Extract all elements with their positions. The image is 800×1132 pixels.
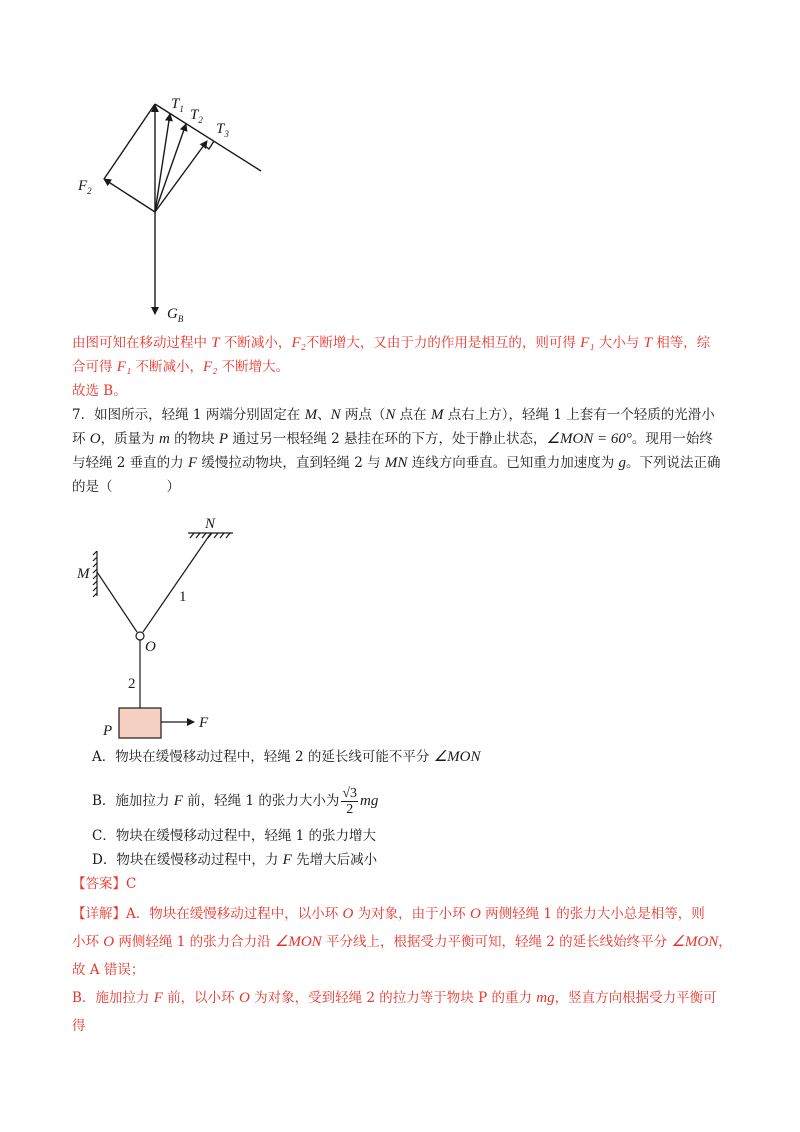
math-text: T bbox=[211, 335, 220, 351]
label-rope-1: 1 bbox=[179, 589, 187, 605]
label-t1: $T_1$ bbox=[171, 96, 184, 114]
math-text: ∠MON bbox=[671, 934, 719, 950]
t3-vector bbox=[155, 141, 207, 212]
label-t2: $T_2$ bbox=[190, 107, 203, 125]
math-text: F bbox=[282, 852, 292, 868]
fraction bbox=[341, 786, 358, 817]
label-f: F bbox=[199, 715, 209, 731]
text-segment: 。现用一始终 bbox=[631, 431, 713, 447]
label-o: O bbox=[145, 639, 156, 655]
text-line bbox=[92, 748, 481, 766]
t2-vector bbox=[155, 124, 186, 212]
text-segment: 。下列说法正确 bbox=[626, 455, 721, 471]
math-text: F bbox=[187, 455, 198, 471]
label-rope-2: 2 bbox=[128, 676, 136, 692]
math-text: O bbox=[238, 990, 250, 1006]
text-segment: ，竖直方向根据受力平衡可 bbox=[554, 990, 717, 1006]
text-line bbox=[72, 961, 144, 979]
text-segment: 平分线上，根据受力平衡可知，轻绳 2 的延长线始终平分 bbox=[321, 934, 672, 950]
label-m: M bbox=[77, 566, 90, 582]
text-segment: 的物块 bbox=[169, 431, 219, 447]
text-segment: 的是（ ） bbox=[72, 479, 180, 495]
text-segment: 点在 bbox=[395, 407, 431, 423]
text-segment: 为对象，由于小环 bbox=[353, 906, 470, 922]
text-segment: 两点（ bbox=[340, 407, 386, 423]
ring-o bbox=[136, 632, 144, 640]
text-line bbox=[72, 430, 713, 448]
text-segment: 前，轻绳 1 的张力大小为 bbox=[182, 793, 340, 809]
label-n: N bbox=[205, 516, 216, 532]
text-segment: 故选 B。 bbox=[72, 383, 127, 399]
text-segment: ， bbox=[718, 934, 732, 950]
label-f2: $F_2$ bbox=[78, 178, 92, 196]
math-text: m bbox=[158, 431, 170, 447]
math-text: P bbox=[218, 431, 229, 447]
text-segment: 、 bbox=[317, 407, 331, 423]
rope-1-right bbox=[143, 533, 211, 632]
text-segment: 7．如图所示，轻绳 1 两端分别固定在 bbox=[72, 407, 305, 423]
math-text: mg bbox=[360, 793, 379, 809]
label-gb: $G_B$ bbox=[167, 306, 184, 324]
t1b-vector bbox=[155, 114, 170, 212]
math-text: N bbox=[385, 407, 396, 423]
text-segment: 不断减小， bbox=[219, 335, 292, 351]
text-line bbox=[92, 827, 376, 845]
math-text: O bbox=[342, 906, 354, 922]
rope-1-left bbox=[97, 572, 137, 632]
text-segment: B．施加拉力 bbox=[72, 990, 154, 1006]
text-line bbox=[72, 933, 732, 951]
text-line bbox=[72, 1017, 86, 1035]
text-segment: 【答案】C bbox=[72, 876, 137, 892]
text-segment: 两侧轻绳 1 的张力大小总是相等，则 bbox=[480, 906, 705, 922]
text-line bbox=[72, 334, 710, 352]
math-text: ∠MON bbox=[274, 934, 322, 950]
text-segment: 与轻绳 2 垂直的力 bbox=[72, 455, 188, 471]
text-segment: 先增大后减小 bbox=[291, 852, 378, 868]
math-text: M bbox=[304, 407, 318, 423]
text-segment: 相等，综 bbox=[651, 335, 711, 351]
math-text: T bbox=[643, 335, 652, 351]
text-line bbox=[72, 478, 180, 496]
math-text: F bbox=[173, 793, 183, 809]
text-segment: 不断增大。 bbox=[217, 359, 290, 375]
text-segment: 不断增大，又由于力的作用是相互的，则可得 bbox=[305, 335, 581, 351]
text-segment: 故 A 错误； bbox=[72, 962, 145, 978]
f2-parallel-line bbox=[104, 104, 155, 179]
text-segment: 为对象，受到轻绳 2 的拉力等于物块 P 的重力 bbox=[249, 990, 537, 1006]
text-segment: B．施加拉力 bbox=[92, 793, 174, 809]
text-line bbox=[72, 905, 705, 923]
text-line bbox=[72, 989, 717, 1007]
math-text: F₂ bbox=[291, 335, 306, 351]
text-segment: 通过另一根轻绳 2 悬挂在环的下方，处于静止状态， bbox=[228, 431, 547, 447]
math-text: F₂ bbox=[202, 359, 218, 375]
text-segment: 大小与 bbox=[594, 335, 644, 351]
math-text: mg bbox=[536, 990, 555, 1006]
text-segment: 缓慢拉动物块，直到轻绳 2 与 bbox=[197, 455, 385, 471]
math-text: N bbox=[330, 407, 341, 423]
text-segment: 两侧轻绳 1 的张力合力沿 bbox=[114, 934, 275, 950]
text-segment: 不断减小， bbox=[131, 359, 203, 375]
text-line bbox=[72, 382, 127, 400]
math-text: O bbox=[103, 934, 115, 950]
rope-diagram bbox=[93, 533, 233, 722]
f2-vector bbox=[104, 179, 155, 212]
math-text: g bbox=[618, 455, 626, 471]
text-line bbox=[72, 875, 136, 893]
text-segment: ，质量为 bbox=[100, 431, 159, 447]
t-line bbox=[155, 104, 261, 171]
block-p bbox=[119, 708, 161, 738]
math-text: MN bbox=[384, 455, 408, 471]
text-segment: 小环 bbox=[72, 934, 104, 950]
fraction-numerator: √3 bbox=[342, 786, 358, 801]
text-line bbox=[72, 406, 715, 424]
math-text: F₁ bbox=[580, 335, 595, 351]
text-segment: 环 bbox=[72, 431, 90, 447]
text-line bbox=[72, 358, 289, 376]
text-line bbox=[72, 454, 721, 472]
text-segment: 得 bbox=[72, 1018, 86, 1034]
text-segment: 【详解】A．物块在缓慢移动过程中，以小环 bbox=[72, 906, 343, 922]
text-segment: 点右上方），轻绳 1 上套有一个轻质的光滑小 bbox=[443, 407, 715, 423]
text-segment: 前，以小环 bbox=[162, 990, 239, 1006]
text-segment: 合可得 bbox=[72, 359, 117, 375]
text-line bbox=[92, 786, 378, 817]
math-text: O bbox=[469, 906, 481, 922]
text-segment: A．物块在缓慢移动过程中，轻绳 2 的延长线可能不平分 bbox=[92, 749, 434, 765]
math-text: M bbox=[430, 407, 444, 423]
text-segment: 连线方向垂直。已知重力加速度为 bbox=[407, 455, 619, 471]
math-text: ∠MON = 60° bbox=[546, 431, 632, 447]
label-p: P bbox=[103, 723, 113, 739]
text-segment: D．物块在缓慢移动过程中，力 bbox=[92, 852, 283, 868]
text-segment: 由图可知在移动过程中 bbox=[72, 335, 212, 351]
math-text: F₁ bbox=[116, 359, 132, 375]
math-text: O bbox=[89, 431, 101, 447]
fraction-denominator: 2 bbox=[346, 802, 354, 817]
text-segment: C．物块在缓慢移动过程中，轻绳 1 的张力增大 bbox=[92, 828, 377, 844]
math-text: F bbox=[153, 990, 163, 1006]
math-text: ∠MON bbox=[433, 749, 481, 765]
label-t3: $T_3$ bbox=[216, 121, 229, 139]
text-line bbox=[92, 851, 377, 869]
